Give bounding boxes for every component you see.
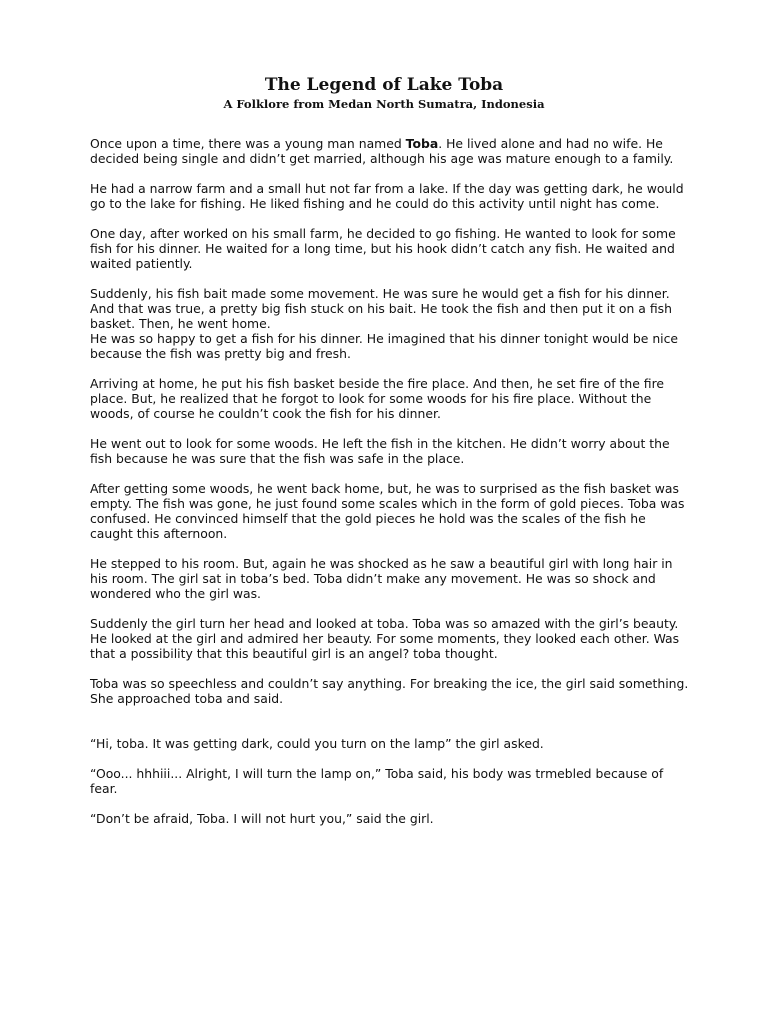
- paragraph: After getting some woods, he went back home, but, he was to surprised as the fish basket was empty. The fish was gone, he just found some scales which in the form of gold pieces. Toba was confused. He convinced himself that the gold pieces he hold was the scales of the fish he caught this afternoon.: [90, 481, 685, 541]
- dialogue-paragraph: “Don’t be afraid, Toba. I will not hurt you,” said the girl.: [90, 811, 434, 826]
- paragraph: He stepped to his room. But, again he was shocked as he saw a beautiful girl with long hair in his room. The girl sat in toba’s bed. Toba didn’t make any movement. He was so shock and wondered who the girl was.: [90, 556, 673, 601]
- paragraph: Arriving at home, he put his fish basket beside the fire place. And then, he set fire of the fire place. But, he realized that he forgot to look for some woods for his fire place. Without the woods, of course he couldn’t cook the fish for his dinner.: [90, 376, 665, 421]
- dialogue-paragraph: “Hi, toba. It was getting dark, could you turn on the lamp” the girl asked.: [90, 736, 544, 751]
- dialogue-paragraph: “Ooo... hhhiii... Alright, I will turn the lamp on,” Toba said, his body was trmebled because of fear.: [90, 766, 664, 796]
- paragraph-intro: [90, 136, 690, 166]
- paragraph: Suddenly, his fish bait made some movement. He was sure he would get a fish for his dinner. And that was true, a pretty big fish stuck on his bait. He took the fish and then put it on a fish basket. Then, he went home.: [90, 286, 672, 331]
- intro-text-before: Once upon a time, there was a young man named: [90, 136, 406, 151]
- paragraph: He was so happy to get a fish for his dinner. He imagined that his dinner tonight would be nice because the fish was pretty big and fresh.: [90, 331, 679, 361]
- document-subtitle: A Folklore from Medan North Sumatra, Indonesia: [223, 97, 545, 111]
- paragraph: Suddenly the girl turn her head and looked at toba. Toba was so amazed with the girl’s beauty. He looked at the girl and admired her beauty. For some moments, they looked each other. Was that a possibility that this beautiful girl is an angel? toba thought.: [90, 616, 680, 661]
- intro-text-after: . He lived alone and had no wife. He decided being single and didn’t get married, although his age was mature enough to a family.: [90, 136, 674, 166]
- document-body: [90, 136, 690, 841]
- paragraph: He had a narrow farm and a small hut not far from a lake. If the day was getting dark, he would go to the lake for fishing. He liked fishing and he could do this activity until night has come.: [90, 181, 684, 211]
- paragraph: He went out to look for some woods. He left the fish in the kitchen. He didn’t worry about the fish because he was sure that the fish was safe in the place.: [90, 436, 670, 466]
- document-title: The Legend of Lake Toba: [264, 75, 504, 95]
- paragraph: Toba was so speechless and couldn’t say anything. For breaking the ice, the girl said something. She approached toba and said.: [90, 676, 689, 706]
- paragraph: One day, after worked on his small farm, he decided to go fishing. He wanted to look for some fish for his dinner. He waited for a long time, but his hook didn’t catch any fish. He waited and waited patiently.: [90, 226, 676, 271]
- intro-name: Toba: [405, 136, 439, 151]
